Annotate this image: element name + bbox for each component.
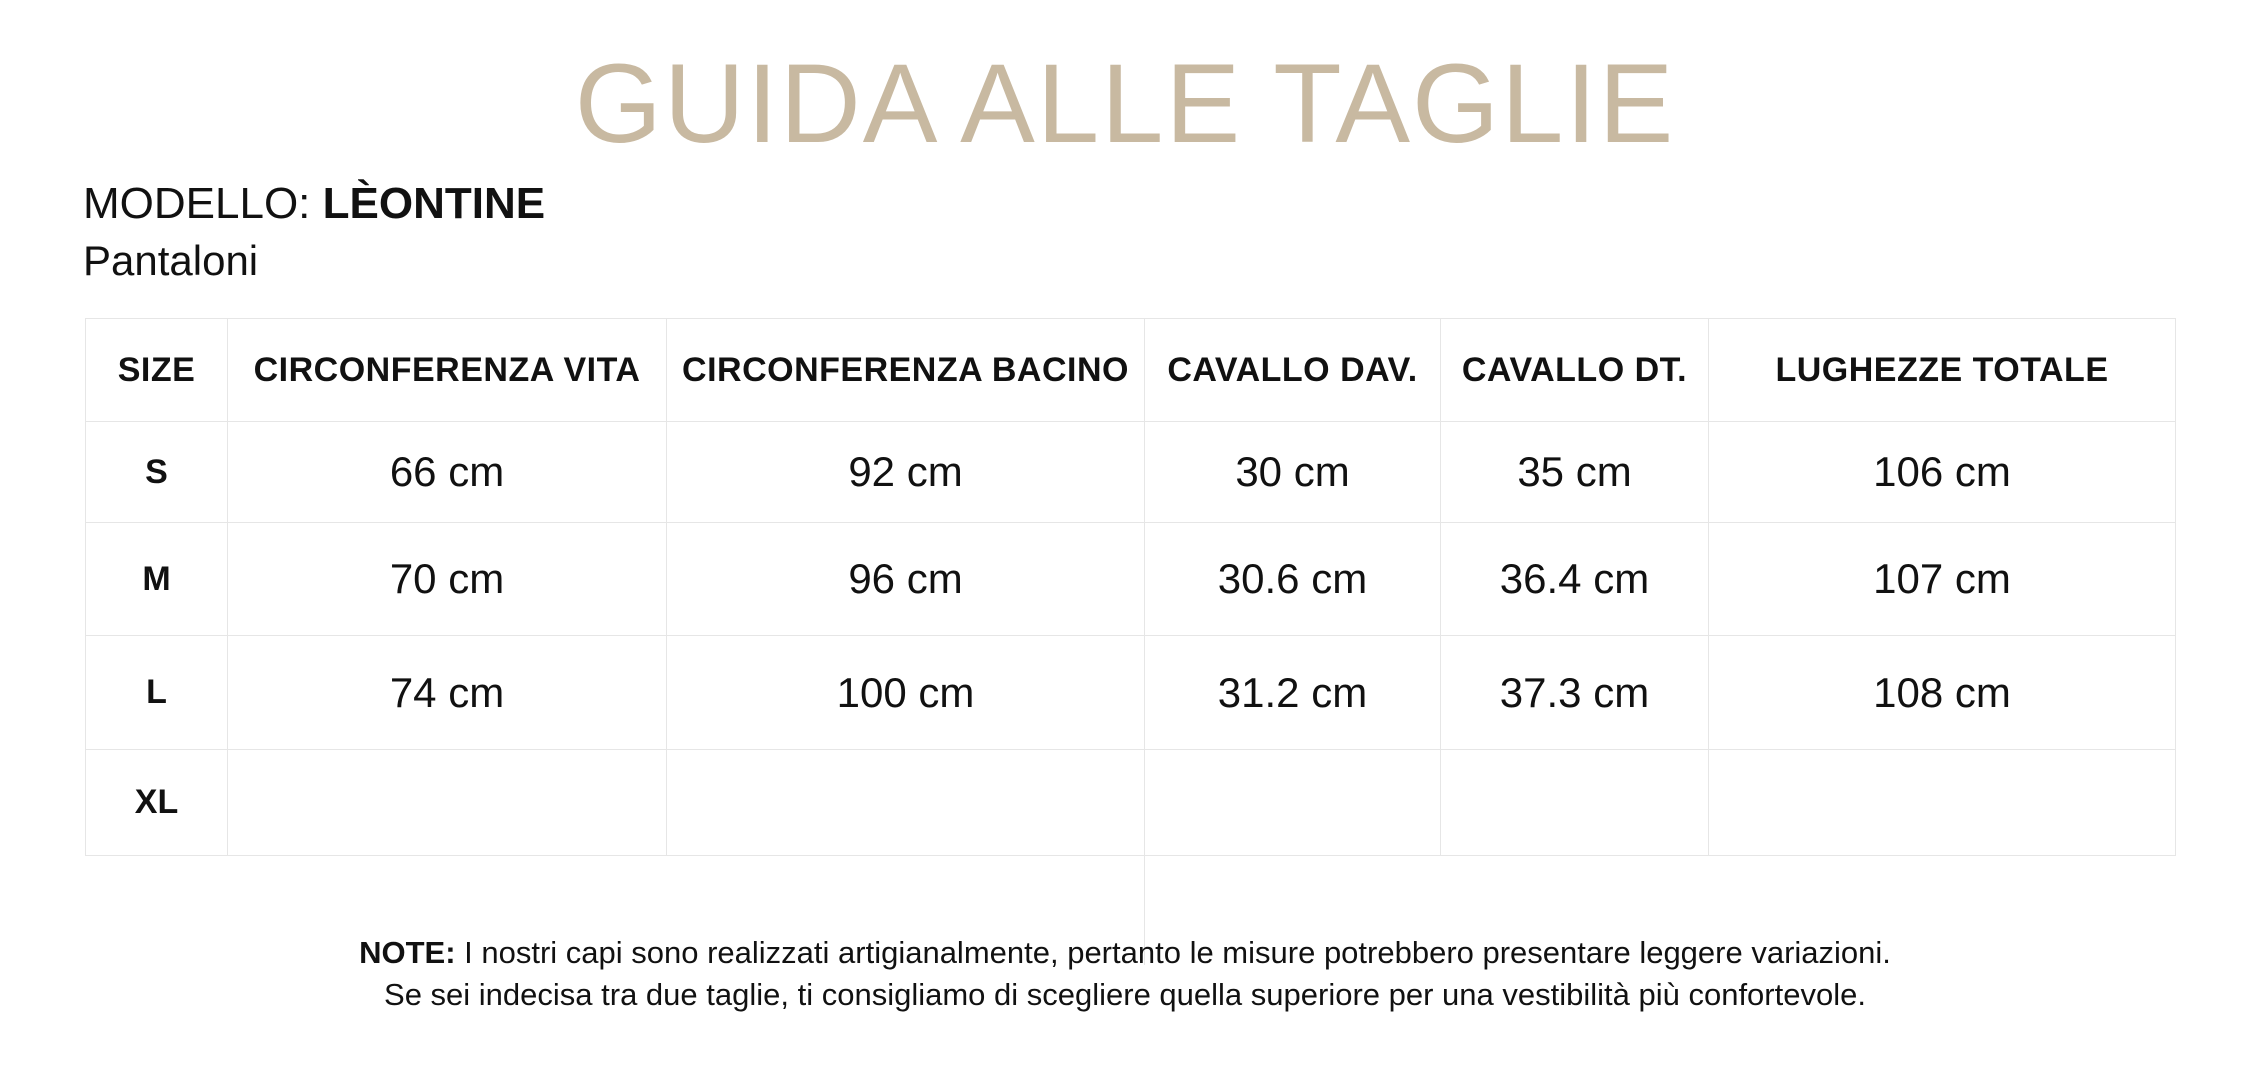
size-label: S [86,422,228,523]
product-category: Pantaloni [83,237,259,284]
model-name: LÈONTINE [322,179,546,228]
header-total-length: LUGHEZZE TOTALE [1709,319,2176,422]
notes-text-1: I nostri capi sono realizzati artigianalmente, pertanto le misure potrebbero presentare leggere variazioni. [455,935,1891,970]
waist-value: 74 cm [228,636,667,750]
notes-line-1 [0,932,2250,974]
notes-line-2: Se sei indecisa tra due taglie, ti consigliamo di scegliere quella superiore per una vestibilità più confortevole. [384,977,1866,1012]
divider-line [1144,460,1145,965]
front-rise-value [1145,750,1441,856]
back-rise-value: 35 cm [1441,422,1709,523]
size-label: XL [86,750,228,856]
header-back-rise: CAVALLO DT. [1441,319,1709,422]
front-rise-value: 30 cm [1145,422,1441,523]
waist-value: 66 cm [228,422,667,523]
model-label: MODELLO: [83,179,323,228]
header-waist: CIRCONFERENZA VITA [228,319,667,422]
waist-value: 70 cm [228,523,667,636]
table-row [86,523,2176,636]
hips-value: 100 cm [667,636,1145,750]
size-chart-table [85,318,2176,856]
back-rise-value [1441,750,1709,856]
total-length-value [1709,750,2176,856]
total-length-value: 107 cm [1709,523,2176,636]
header-size: SIZE [86,319,228,422]
table-row [86,636,2176,750]
total-length-value: 106 cm [1709,422,2176,523]
table-header-row [86,319,2176,422]
notes-label: NOTE: [359,935,456,970]
table-row [86,422,2176,523]
notes-block [0,932,2250,1016]
hips-value [667,750,1145,856]
front-rise-value: 30.6 cm [1145,523,1441,636]
size-label: L [86,636,228,750]
waist-value [228,750,667,856]
page-title: GUIDA ALLE TAGLIE [574,41,1676,166]
header-front-rise: CAVALLO DAV. [1145,319,1441,422]
back-rise-value: 37.3 cm [1441,636,1709,750]
header-hips: CIRCONFERENZA BACINO [667,319,1145,422]
size-label: M [86,523,228,636]
model-line [83,178,545,231]
hips-value: 92 cm [667,422,1145,523]
front-rise-value: 31.2 cm [1145,636,1441,750]
table-row [86,750,2176,856]
hips-value: 96 cm [667,523,1145,636]
back-rise-value: 36.4 cm [1441,523,1709,636]
total-length-value: 108 cm [1709,636,2176,750]
